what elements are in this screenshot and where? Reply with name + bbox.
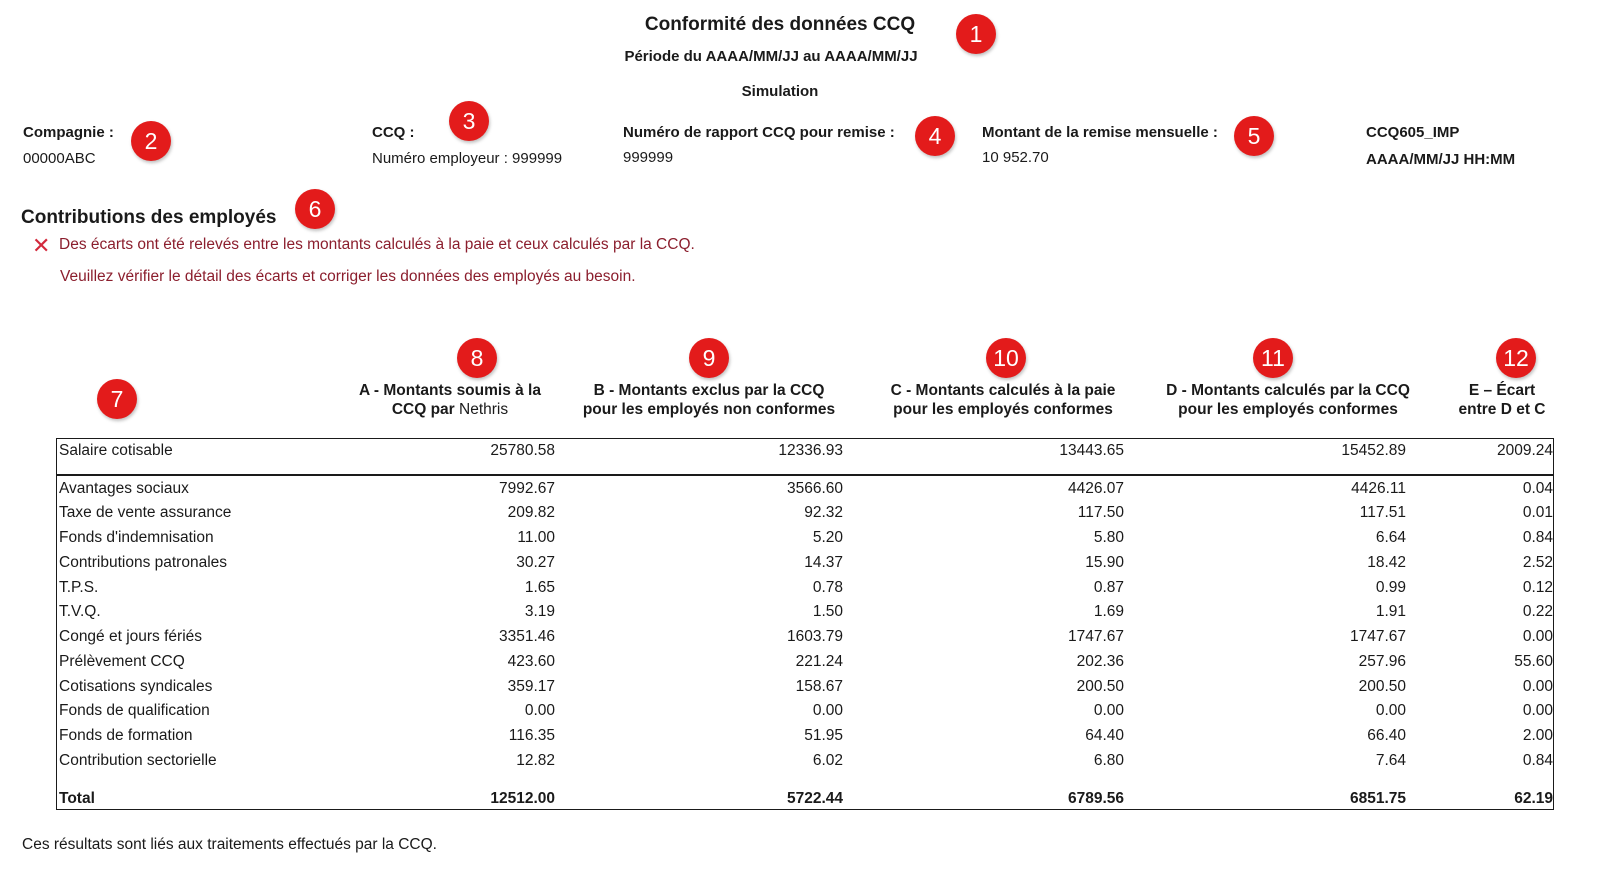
annotation-badge-6: 6	[295, 189, 335, 229]
report-number-label: Numéro de rapport CCQ pour remise :	[623, 124, 895, 141]
table-row-value-c: 200.50	[1076, 678, 1124, 695]
table-row-value-d: 66.40	[1367, 727, 1406, 744]
total-row-value-a: 12512.00	[490, 790, 555, 807]
column-header-e-line1: E – Écart	[1468, 382, 1536, 399]
table-row-value-e: 55.60	[1514, 653, 1553, 670]
annotation-badge-2: 2	[131, 121, 171, 161]
table-row-value-a: 1.65	[524, 579, 555, 596]
table-row-value-b: 92.32	[804, 504, 843, 521]
table-row-value-c: 6.80	[1093, 752, 1124, 769]
column-header-d	[1138, 381, 1438, 419]
table-row-value-b: 1.50	[812, 603, 843, 620]
table-row-value-e: 0.00	[1522, 628, 1553, 645]
table-row-value-c: 1.69	[1093, 603, 1124, 620]
page-title: Conformité des données CCQ	[644, 14, 916, 35]
column-header-b-line2: pour les employés non conformes	[582, 401, 836, 418]
report-number-value: 999999	[623, 149, 674, 166]
table-row-value-d: 4426.11	[1351, 480, 1406, 497]
table-row-label: Prélèvement CCQ	[59, 653, 185, 670]
table-row-label: Cotisations syndicales	[59, 678, 213, 695]
column-header-c	[862, 381, 1144, 419]
table-row-value-d: 1.91	[1375, 603, 1406, 620]
table-row-value-b: 1603.79	[786, 628, 843, 645]
table-row-value-a: 12.82	[516, 752, 555, 769]
table-row-label: Fonds de formation	[59, 727, 193, 744]
column-header-c-line2: pour les employés conformes	[893, 401, 1113, 418]
annotation-badge-5: 5	[1234, 116, 1274, 156]
table-row-label: Contribution sectorielle	[59, 752, 217, 769]
remittance-amount-label: Montant de la remise mensuelle :	[982, 124, 1218, 141]
column-header-d-line2: pour les employés conformes	[1178, 401, 1398, 418]
table-row-value-b: 158.67	[795, 678, 843, 695]
table-row-value-a: 0.00	[524, 702, 555, 719]
table-row-value-a: 116.35	[508, 727, 555, 744]
table-row-value-d: 0.99	[1375, 579, 1406, 596]
column-header-c-line1: C - Montants calculés à la paie	[890, 382, 1116, 399]
total-row-label: Total	[59, 790, 95, 807]
annotation-badge-11: 11	[1253, 338, 1293, 378]
table-row-value-a: 209.82	[507, 504, 555, 521]
table-row-label: Fonds de qualification	[59, 702, 210, 719]
ccq-label: CCQ :	[372, 124, 415, 141]
salary-row-value-c: 13443.65	[1059, 442, 1124, 459]
column-header-a-line2	[334, 400, 566, 419]
table-row-value-d: 1747.67	[1349, 628, 1406, 645]
salary-row-value-e: 2009.24	[1496, 442, 1553, 459]
column-header-e	[1446, 381, 1558, 419]
table-row-value-a: 359.17	[507, 678, 555, 695]
error-message: Des écarts ont été relevés entre les montants calculés à la paie et ceux calculés par la CCQ.	[59, 236, 695, 253]
table-row-value-e: 0.12	[1522, 579, 1553, 596]
table-row-value-e: 0.04	[1522, 480, 1553, 497]
salary-row-value-a: 25780.58	[490, 442, 555, 459]
table-row-value-d: 18.42	[1367, 554, 1406, 571]
report-datetime: AAAA/MM/JJ HH:MM	[1366, 151, 1516, 168]
section-title: Contributions des employés	[21, 207, 277, 228]
company-label: Compagnie :	[23, 124, 114, 141]
table-row-value-b: 5.20	[812, 529, 843, 546]
table-row-value-e: 0.00	[1522, 678, 1553, 695]
salary-row-value-d: 15452.89	[1341, 442, 1406, 459]
table-row-value-e: 2.00	[1522, 727, 1553, 744]
table-row-label: T.P.S.	[59, 579, 99, 596]
table-row-value-c: 117.50	[1077, 504, 1124, 521]
table-row-label: Taxe de vente assurance	[59, 504, 232, 521]
table-row-value-c: 1747.67	[1067, 628, 1124, 645]
column-header-a-brand: Nethris	[459, 401, 509, 418]
total-row-value-c: 6789.56	[1067, 790, 1124, 807]
table-row-value-b: 14.37	[804, 554, 843, 571]
table-row-value-a: 11.00	[517, 529, 555, 546]
table-row-value-c: 5.80	[1093, 529, 1124, 546]
annotation-badge-12: 12	[1496, 338, 1536, 378]
table-row-value-e: 0.22	[1522, 603, 1553, 620]
table-row-value-c: 15.90	[1085, 554, 1124, 571]
mode-label: Simulation	[741, 83, 819, 100]
error-icon: ✕	[32, 233, 51, 258]
table-row-label: Fonds d'indemnisation	[59, 529, 214, 546]
annotation-badge-8: 8	[457, 338, 497, 378]
column-header-b	[566, 381, 852, 419]
column-header-a-line1: A - Montants soumis à la	[358, 382, 541, 399]
table-row-value-a: 30.27	[516, 554, 555, 571]
table-separator	[56, 474, 1554, 476]
annotation-badge-9: 9	[689, 338, 729, 378]
total-row-value-e: 62.19	[1514, 790, 1553, 807]
table-row-value-c: 64.40	[1085, 727, 1124, 744]
table-row-value-e: 0.84	[1522, 529, 1553, 546]
error-instruction: Veuillez vérifier le détail des écarts et corriger les données des employés au besoin.	[60, 268, 636, 285]
table-row-value-d: 7.64	[1375, 752, 1406, 769]
table-row-value-e: 0.01	[1522, 504, 1553, 521]
table-row-value-a: 7992.67	[498, 480, 555, 497]
table-row-label: T.V.Q.	[59, 603, 101, 620]
annotation-badge-4: 4	[915, 116, 955, 156]
salary-row-label: Salaire cotisable	[59, 442, 173, 459]
period-range: Période du AAAA/MM/JJ au AAAA/MM/JJ	[624, 48, 918, 65]
salary-row-value-b: 12336.93	[778, 442, 843, 459]
table-row-value-d: 257.96	[1358, 653, 1406, 670]
annotation-badge-7: 7	[97, 379, 137, 419]
ccq-employer-number: Numéro employeur : 999999	[372, 150, 563, 167]
column-header-d-line1: D - Montants calculés par la CCQ	[1166, 382, 1410, 399]
total-row-value-d: 6851.75	[1349, 790, 1406, 807]
table-row-value-b: 3566.60	[786, 480, 843, 497]
table-row-value-c: 4426.07	[1067, 480, 1124, 497]
annotation-badge-10: 10	[986, 338, 1026, 378]
footer-note: Ces résultats sont liés aux traitements effectués par la CCQ.	[22, 836, 437, 853]
table-row-value-e: 2.52	[1522, 554, 1553, 571]
table-row-value-a: 3.19	[524, 603, 555, 620]
table-row-value-a: 3351.46	[498, 628, 555, 645]
table-row-value-d: 117.51	[1359, 504, 1406, 521]
column-header-a	[334, 381, 566, 419]
table-row-label: Contributions patronales	[59, 554, 228, 571]
table-row-value-e: 0.00	[1522, 702, 1553, 719]
company-value: 00000ABC	[23, 150, 96, 167]
table-row-value-b: 221.24	[795, 653, 843, 670]
column-header-a-line2a: CCQ par	[391, 401, 460, 418]
table-row-value-d: 0.00	[1375, 702, 1406, 719]
table-row-value-b: 51.95	[804, 727, 843, 744]
table-row-label: Congé et jours fériés	[59, 628, 203, 645]
table-row-label: Avantages sociaux	[59, 480, 189, 497]
table-row-value-d: 6.64	[1375, 529, 1406, 546]
annotation-badge-1: 1	[956, 14, 996, 54]
table-row-value-b: 0.78	[812, 579, 843, 596]
table-row-value-c: 0.00	[1093, 702, 1124, 719]
report-code: CCQ605_IMP	[1366, 124, 1460, 141]
remittance-amount-value: 10 952.70	[982, 149, 1049, 166]
table-row-value-d: 200.50	[1358, 678, 1406, 695]
table-row-value-e: 0.84	[1522, 752, 1553, 769]
table-row-value-b: 6.02	[812, 752, 843, 769]
column-header-e-line2: entre D et C	[1458, 401, 1546, 418]
table-row-value-c: 0.87	[1093, 579, 1124, 596]
total-row-value-b: 5722.44	[786, 790, 843, 807]
column-header-b-line1: B - Montants exclus par la CCQ	[593, 382, 825, 399]
table-row-value-a: 423.60	[507, 653, 555, 670]
table-row-value-c: 202.36	[1076, 653, 1124, 670]
annotation-badge-3: 3	[449, 101, 489, 141]
table-row-value-b: 0.00	[812, 702, 843, 719]
